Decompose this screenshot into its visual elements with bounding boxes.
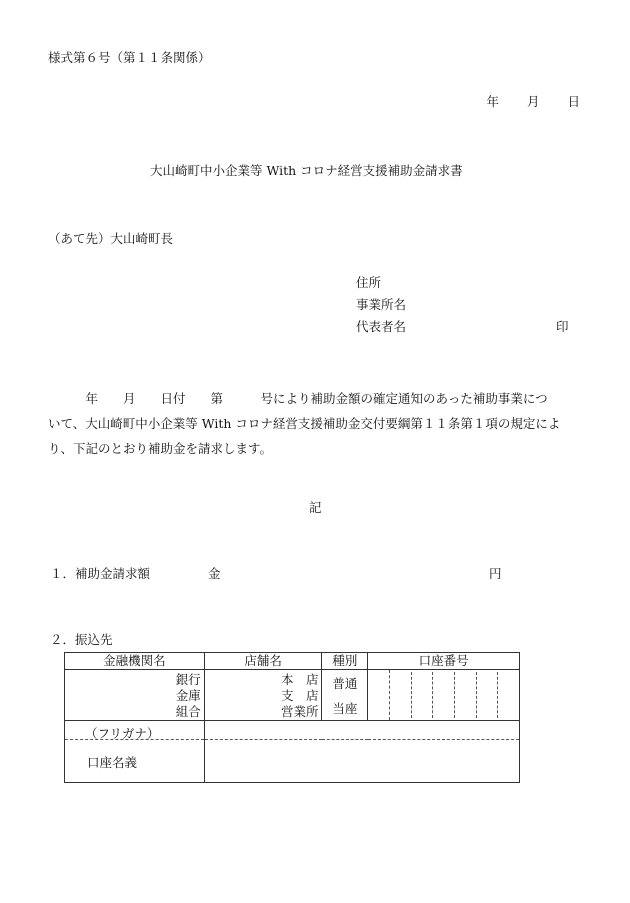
item1-yen: 円 <box>489 566 502 581</box>
account-holder-label: 口座名義 <box>87 755 138 770</box>
date-year: 年 <box>486 94 499 109</box>
furigana-label-cell <box>65 721 205 740</box>
document-title: 大山崎町中小企業等 With コロナ経営支援補助金請求書 <box>150 163 463 178</box>
institution-type-kinko: 金庫 <box>175 688 201 703</box>
branch-type-head: 本 店 <box>280 672 319 687</box>
institution-type-kumiai: 組合 <box>175 704 201 719</box>
paragraph-line-1: 年 月 日付 第 号により補助金額の確定通知のあった補助事業につ <box>48 391 548 406</box>
header-account-number: 口座番号 <box>368 653 520 670</box>
digit-box[interactable] <box>412 672 434 718</box>
account-type-futsu: 普通 <box>332 675 358 691</box>
digit-box[interactable] <box>390 672 412 718</box>
date-line <box>486 96 580 109</box>
account-type-cell[interactable] <box>322 670 368 721</box>
item2-label: ２．振込先 <box>50 632 113 647</box>
paragraph-line-3: り、下記のとおり補助金を請求します。 <box>48 441 273 456</box>
item1-label: １．補助金請求額 <box>50 566 151 581</box>
addressee: （あて先）大山崎町長 <box>48 231 174 246</box>
ki-heading: 記 <box>309 500 322 515</box>
digit-box[interactable] <box>455 672 477 718</box>
furigana-label: （フリガナ） <box>85 726 160 741</box>
account-number-boxes <box>368 670 519 720</box>
date-day: 日 <box>567 94 580 109</box>
paragraph-line-2: いて、大山崎町中小企業等 With コロナ経営支援補助金交付要綱第１１条第１項の規定によ <box>48 416 561 431</box>
header-type: 種別 <box>322 653 368 670</box>
form-number: 様式第６号（第１１条関係） <box>48 50 211 65</box>
branch-cell[interactable] <box>204 670 322 721</box>
date-month: 月 <box>526 94 540 109</box>
item1-kin: 金 <box>208 566 221 581</box>
header-institution: 金融機関名 <box>65 653 205 670</box>
seal-mark: 印 <box>556 319 569 334</box>
institution-cell[interactable] <box>65 670 205 721</box>
digit-box[interactable] <box>498 670 519 720</box>
account-holder-label-cell <box>65 740 205 783</box>
digit-box[interactable] <box>433 672 455 718</box>
bank-table-main-row <box>65 670 520 721</box>
account-type-toza: 当座 <box>332 700 358 716</box>
representative-label: 代表者名 <box>356 319 407 334</box>
header-branch: 店舗名 <box>204 653 322 670</box>
account-holder-input-cell[interactable] <box>204 740 519 783</box>
furigana-row <box>65 721 520 740</box>
institution-type-bank: 銀行 <box>175 672 201 687</box>
bank-table-header <box>65 653 520 670</box>
request-paragraph <box>48 386 584 461</box>
digit-box[interactable] <box>477 672 499 718</box>
account-number-cell[interactable] <box>368 670 520 721</box>
account-holder-row <box>65 740 520 783</box>
branch-type-office: 営業所 <box>280 704 319 719</box>
branch-type-branch: 支 店 <box>280 688 319 703</box>
business-name-label: 事業所名 <box>356 297 407 312</box>
digit-box[interactable] <box>368 670 390 720</box>
address-label: 住所 <box>356 275 382 290</box>
furigana-input-cell[interactable] <box>204 721 519 740</box>
bank-account-table <box>64 652 520 783</box>
